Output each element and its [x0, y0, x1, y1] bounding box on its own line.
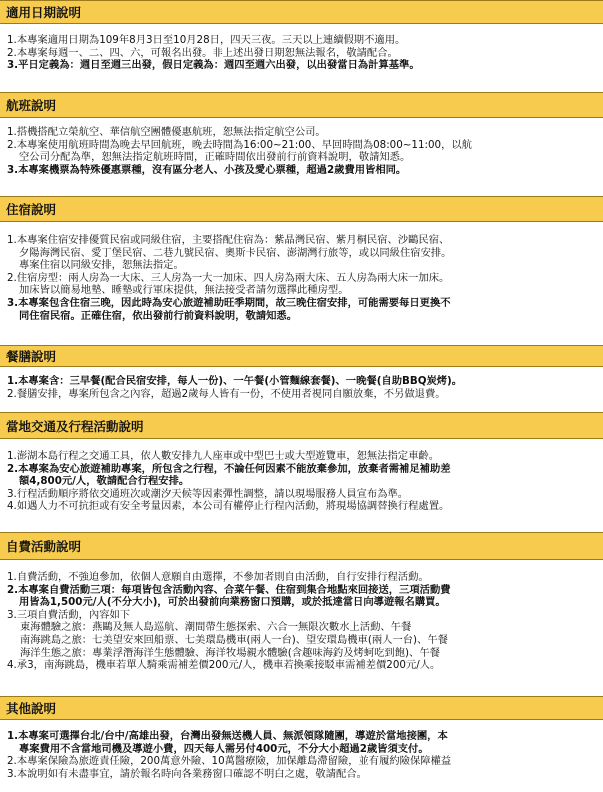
section-header-dates [0, 0, 603, 24]
text-line: 同住宿民宿。正確住宿，依出發前行前資料說明，敬請知悉。 [19, 309, 298, 322]
text-line: 南海跳島之旅：七美望安來回船票、七美環島機車(兩人一台)、望安環島機車(兩人一台)、午餐 [20, 633, 448, 646]
section-title: 其他說明 [6, 701, 57, 716]
section-header-flights [0, 92, 603, 118]
text-line: 4.承3，南海跳島，機車若單人騎乘需補差價200元/人，機車若換乘接駁車需補差價200元/人。 [7, 659, 441, 672]
text-line: 2.餐膳安排，專案所包含之內容，超過2歲每人皆有一份，不使用者視同自願放棄，不另做退費。 [7, 387, 446, 400]
text-line: 海洋生態之旅：專業浮潛海洋生態體驗、海洋牧場親水體驗(含趣味海釣及烤蚵吃到飽)、午餐 [20, 646, 440, 659]
text-line: 2.本專案使用航班時間為晚去早回航班，晚去時間為16:00~21:00、早回時間為08:00~11:00，以航 [7, 138, 472, 151]
section-title: 自費活動說明 [6, 539, 82, 554]
text-line: 1.本專案住宿安排優質民宿或同級住宿，主要搭配住宿為：紫晶灣民宿、紫月桐民宿、沙鷗民宿、 [7, 234, 450, 246]
text-line: 額4,800元/人，敬請配合行程安排。 [19, 475, 190, 488]
text-line: 3.本專案機票為特殊優惠票種，沒有區分老人、小孩及愛心票種，超過2歲費用皆相同。 [7, 163, 407, 176]
text-line: 1.本專案含：三早餐(配合民宿安排，每人一份)、一午餐(小管麵線套餐)、一晚餐(自助BBQ炭烤)。 [7, 375, 463, 387]
section-body-dates [0, 30, 603, 72]
section-header-meals [0, 345, 603, 367]
text-line: 專案住宿以同級安排，恕無法指定。 [19, 259, 184, 272]
section-header-other [0, 696, 603, 720]
section-body-lodging [0, 230, 603, 322]
text-line: 3.平日定義為：週日至週三出發，假日定義為：週四至週六出發，以出發當日為計算基準。 [7, 59, 420, 72]
section-header-optional-activities [0, 532, 603, 560]
text-line: 空公司分配為準，恕無法指定航班時間，正確時間依出發前行前資料說明，敬請知悉。 [19, 151, 411, 164]
section-title: 餐膳說明 [6, 349, 57, 364]
section-title: 適用日期說明 [6, 5, 82, 20]
section-header-transport [0, 412, 603, 439]
text-line: 2.本專案每週一、二、四、六，可報名出發。非上述出發日期恕無法報名，敬請配合。 [7, 46, 398, 59]
text-line: 2.本專案自費活動三項：每項皆包含活動內容、合菜午餐、住宿到集合地點來回接送，三項活動費 [7, 583, 451, 596]
text-line: 2.本專案為安心旅遊補助專案，所包含之行程，不論任何因素不能放棄參加，放棄者需補足補助差 [7, 462, 451, 475]
section-header-lodging [0, 196, 603, 222]
section-body-other [0, 726, 603, 780]
text-line: 2.本專案保險為旅遊責任險，200萬意外險、10萬醫療險，加保離島滯留險，並有履約險保障權益 [7, 755, 452, 768]
text-line: 3.三項自費活動，內容如下 [7, 608, 131, 621]
section-body-optional-activities [0, 567, 603, 672]
text-line: 1.澎湖本島行程之交通工具，依人數安排九人座車或中型巴士或大型遊覽車，恕無法指定車齡。 [7, 450, 439, 462]
text-line: 4.如遇人力不可抗拒或有安全考量因素，本公司有權停止行程內活動，將現場協調替換行程處置。 [7, 500, 450, 513]
section-body-meals [0, 371, 603, 400]
text-line: 2.住宿房型：兩人房為一大床、三人房為一大一加床、四人房為兩大床、五人房為兩大床一加床。 [7, 271, 450, 284]
text-line: 1.搭機搭配立榮航空、華信航空團體優惠航班，恕無法指定航空公司。 [7, 126, 326, 138]
text-line: 1.本專案適用日期為109年8月3日至10月28日，四天三夜。三天以上連續假期不適用。 [7, 34, 406, 46]
text-line: 加床皆以簡易地墊、睡墊或行軍床提供，無法接受者請勿選擇此種房型。 [19, 284, 349, 297]
text-line: 用皆為1,500元/人(不分大小)，可於出發前向業務窗口預購，或於抵達當日向導遊報名購買。 [19, 596, 446, 609]
section-body-flights [0, 122, 603, 176]
section-title: 航班說明 [6, 98, 57, 113]
text-line: 夕陽海灣民宿、愛丁堡民宿、二巷九號民宿、奧斯卡民宿、澎湖灣行旅等，或以同級住宿安排。 [19, 246, 452, 259]
text-line: 專案費用不含當地司機及導遊小費，四天每人需另付400元，不分大小超過2歲皆須支付。 [19, 742, 429, 755]
section-title: 當地交通及行程活動說明 [6, 418, 144, 434]
text-line: 東海體驗之旅：燕鷗及無人島巡航、潮間帶生態探索、六合一無限次數水上活動、午餐 [20, 621, 412, 634]
section-title: 住宿說明 [6, 202, 57, 217]
text-line: 1.自費活動，不強迫參加，依個人意願自由選擇，不參加者則自由活動，自行安排行程活動。 [7, 571, 429, 583]
text-line: 3.本說明如有未盡事宜，請於報名時向各業務窗口確認不明白之處，敬請配合。 [7, 767, 367, 780]
text-line: 1.本專案可選擇台北/台中/高雄出發，台灣出發無送機人員、無派領隊隨團，導遊於當地接團，本 [7, 730, 448, 742]
text-line: 3.行程活動順序將依交通班次或潮汐天候等因素彈性調整，請以現場服務人員宣布為準。 [7, 487, 409, 500]
section-body-transport [0, 446, 603, 513]
text-line: 3.本專案包含住宿三晚，因此時為安心旅遊補助旺季期間，故三晚住宿安排，可能需要每日更換不 [7, 296, 451, 309]
